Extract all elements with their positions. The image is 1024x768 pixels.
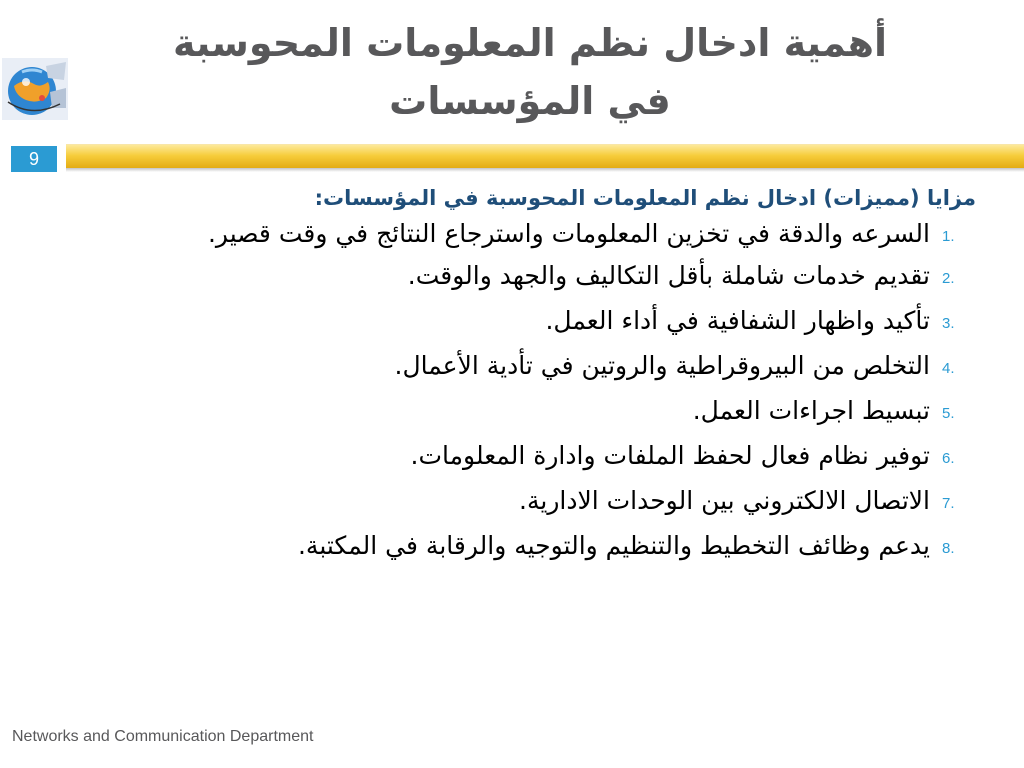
list-item-number: 1. xyxy=(942,228,955,245)
list-item xyxy=(60,305,976,337)
list-item-text: التخلص من البيروقراطية والروتين في تأدية الأعمال. xyxy=(394,351,930,380)
header-divider-bar xyxy=(66,144,1024,169)
list-item-number: 3. xyxy=(942,315,955,332)
list-item-text: تأكيد واظهار الشفافية في أداء العمل. xyxy=(545,306,930,335)
slide-number: 9 xyxy=(11,146,57,172)
list-item xyxy=(60,350,976,382)
slide-title: أهمية ادخال نظم المعلومات المحوسبة في المؤسسات xyxy=(172,21,887,123)
advantages-list xyxy=(60,218,976,562)
header-divider-shadow xyxy=(66,168,1024,172)
slide-content xyxy=(60,180,976,575)
list-item-number: 4. xyxy=(942,360,955,377)
list-item xyxy=(60,260,976,292)
list-item xyxy=(60,395,976,427)
list-item xyxy=(60,218,976,250)
list-item-number: 2. xyxy=(942,270,955,287)
department-logo xyxy=(2,58,68,120)
list-item-number: 6. xyxy=(942,450,955,467)
list-item-text: تبسيط اجراءات العمل. xyxy=(692,396,930,425)
footer-department: Networks and Communication Department xyxy=(12,728,314,745)
list-item xyxy=(60,530,976,562)
list-item-text: الاتصال الالكتروني بين الوحدات الادارية. xyxy=(519,486,930,515)
list-item-number: 8. xyxy=(942,540,955,557)
list-item-text: توفير نظام فعال لحفظ الملفات وادارة المعلومات. xyxy=(410,441,930,470)
globe-logo-icon xyxy=(2,58,68,120)
list-item-text: تقديم خدمات شاملة بأقل التكاليف والجهد والوقت. xyxy=(407,261,930,290)
list-item-number: 5. xyxy=(942,405,955,422)
list-item-text: السرعه والدقة في تخزين المعلومات واسترجاع النتائج في وقت قصير. xyxy=(207,219,930,248)
list-item xyxy=(60,485,976,517)
list-item xyxy=(60,440,976,472)
list-item-text: يدعم وظائف التخطيط والتنظيم والتوجيه والرقابة في المكتبة. xyxy=(297,531,930,560)
list-item-number: 7. xyxy=(942,495,955,512)
content-subtitle: مزايا (مميزات) ادخال نظم المعلومات المحوسبة في المؤسسات: xyxy=(314,186,976,210)
